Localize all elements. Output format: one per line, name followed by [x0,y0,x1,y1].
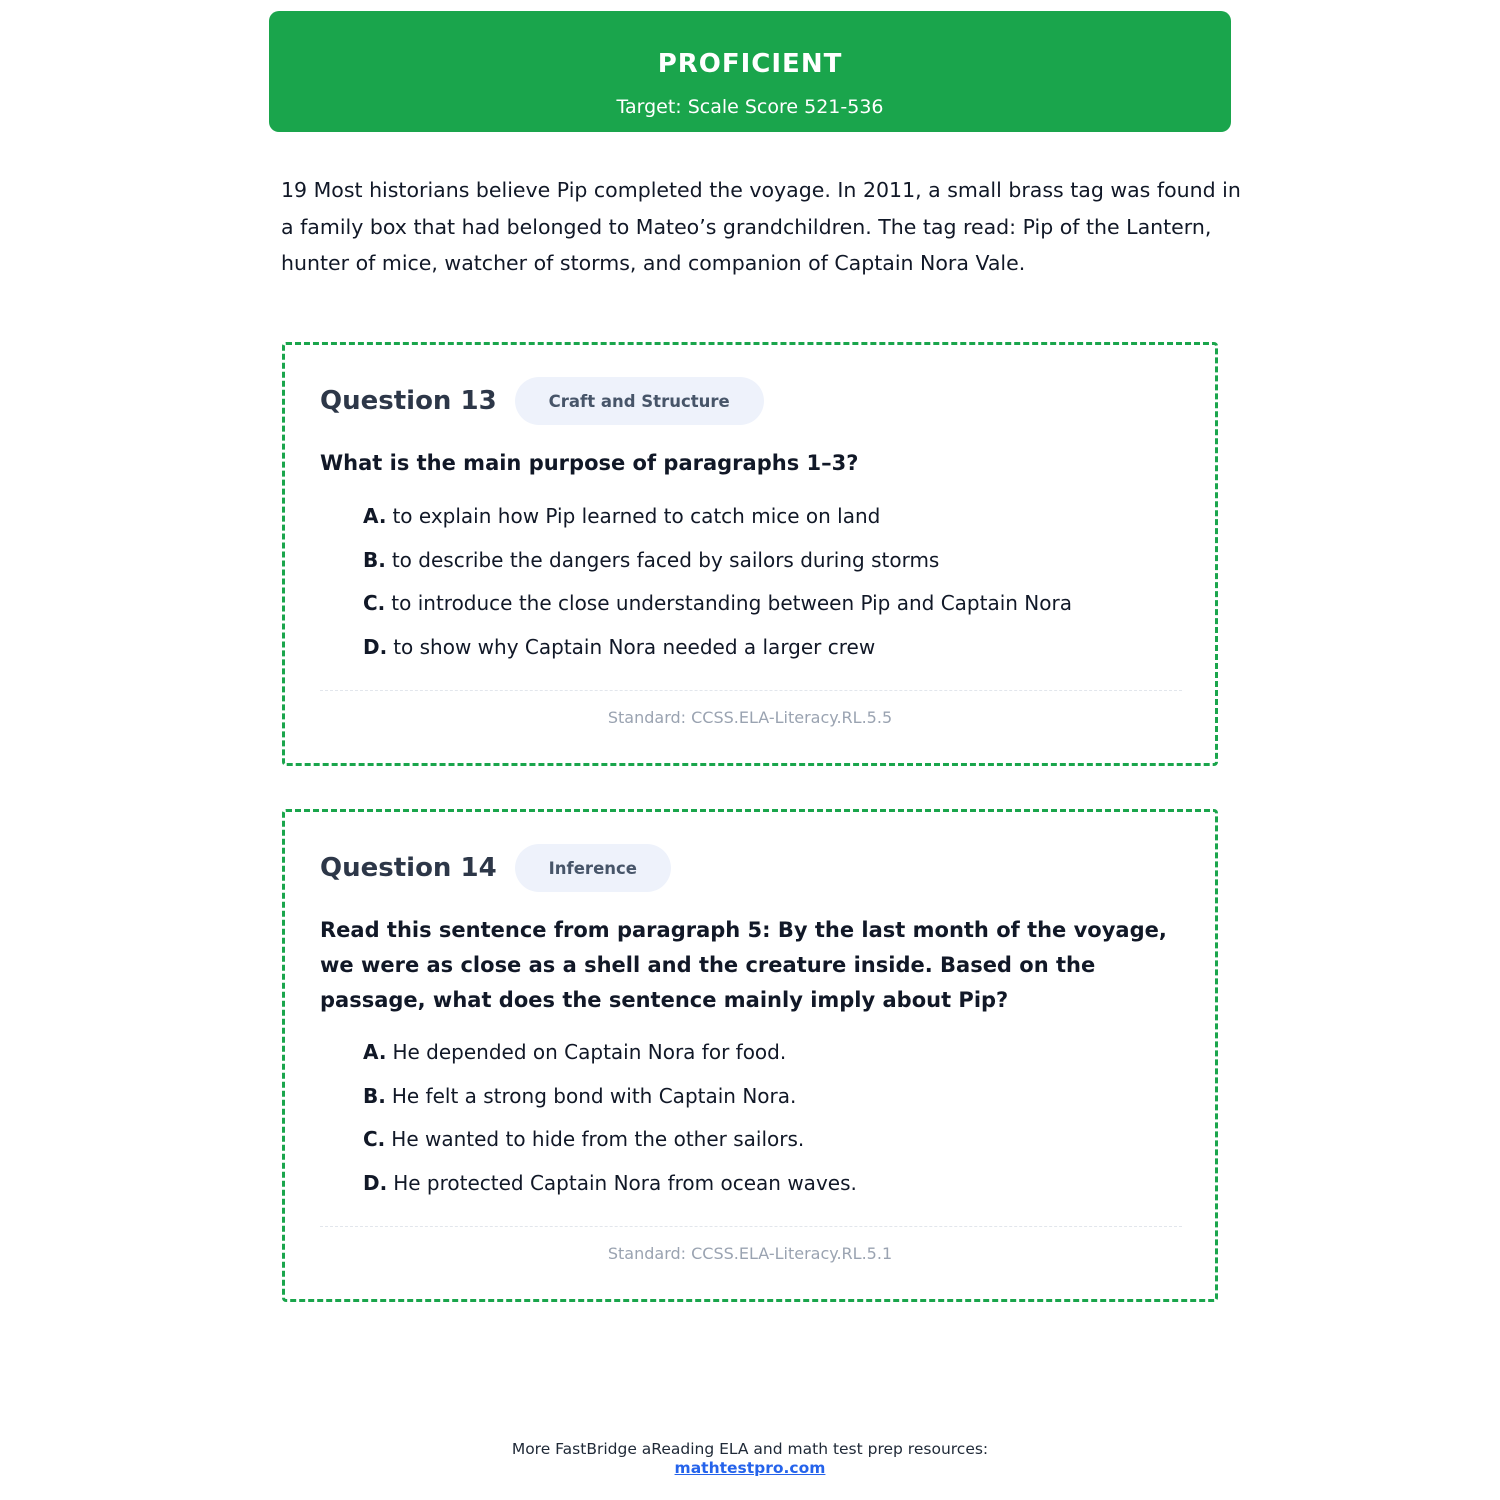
target-score: Target: Scale Score 521-536 [616,96,884,118]
standard-label: Standard: CCSS.ELA-Literacy.RL.5.5 [607,708,893,727]
footer-link[interactable]: mathtestpro.com [674,1459,826,1477]
skill-tag: Inference [515,844,671,892]
answer-option-b[interactable] [363,1080,857,1124]
option-text: to show why Captain Nora needed a larger crew [393,635,876,660]
question-header [320,843,671,893]
question-number: Question 13 [320,386,497,416]
card-divider [320,1226,1182,1227]
question-stem: What is the main purpose of paragraphs 1–3? [320,451,859,475]
option-letter: A. [363,1040,387,1064]
footer [0,1440,1500,1478]
option-letter: C. [363,1127,386,1152]
option-text: He wanted to hide from the other sailors. [391,1127,805,1152]
answer-option-a[interactable] [363,500,1072,544]
option-letter: C. [363,591,386,616]
standard-label: Standard: CCSS.ELA-Literacy.RL.5.1 [607,1244,893,1263]
question-header [320,376,764,426]
level-banner [269,11,1231,132]
question-stem: Read this sentence from paragraph 5: By the last month of the voyage, we were as close as a shell and the creature inside. Based on the passage, what does the sentence mainly imply about Pip? [320,918,1167,1012]
option-text: He felt a strong bond with Captain Nora. [391,1083,797,1108]
option-text: He protected Captain Nora from ocean waves. [393,1171,857,1196]
option-letter: D. [363,1171,388,1196]
option-letter: B. [363,547,386,572]
option-letter: A. [363,504,387,528]
answer-options [363,500,1072,675]
answer-option-c[interactable] [363,1123,857,1167]
level-title: PROFICIENT [657,49,843,79]
footer-text: More FastBridge aReading ELA and math test prep resources: [511,1440,989,1458]
option-letter: B. [363,1083,386,1108]
question-number: Question 14 [320,853,497,883]
skill-tag: Craft and Structure [515,377,764,425]
question-card-13 [282,342,1218,766]
option-text: to describe the dangers faced by sailors during storms [391,547,940,572]
answer-option-d[interactable] [363,1167,857,1211]
answer-option-c[interactable] [363,587,1072,631]
answer-options [363,1036,857,1211]
option-text: to introduce the close understanding between Pip and Captain Nora [391,591,1072,616]
answer-option-b[interactable] [363,544,1072,588]
card-divider [320,690,1182,691]
option-text: He depended on Captain Nora for food. [392,1040,787,1064]
option-text: to explain how Pip learned to catch mice on land [392,504,881,528]
option-letter: D. [363,635,388,660]
question-card-14 [282,809,1218,1302]
answer-option-a[interactable] [363,1036,857,1080]
passage-paragraph: 19 Most historians believe Pip completed the voyage. In 2011, a small brass tag was found in a family box that had belonged to Mateo’s grandchildren. The tag read: Pip of the Lantern, hunter of mice, watcher of storms, and companion of Captain Nora Vale. [281,178,1241,275]
answer-option-d[interactable] [363,631,1072,675]
